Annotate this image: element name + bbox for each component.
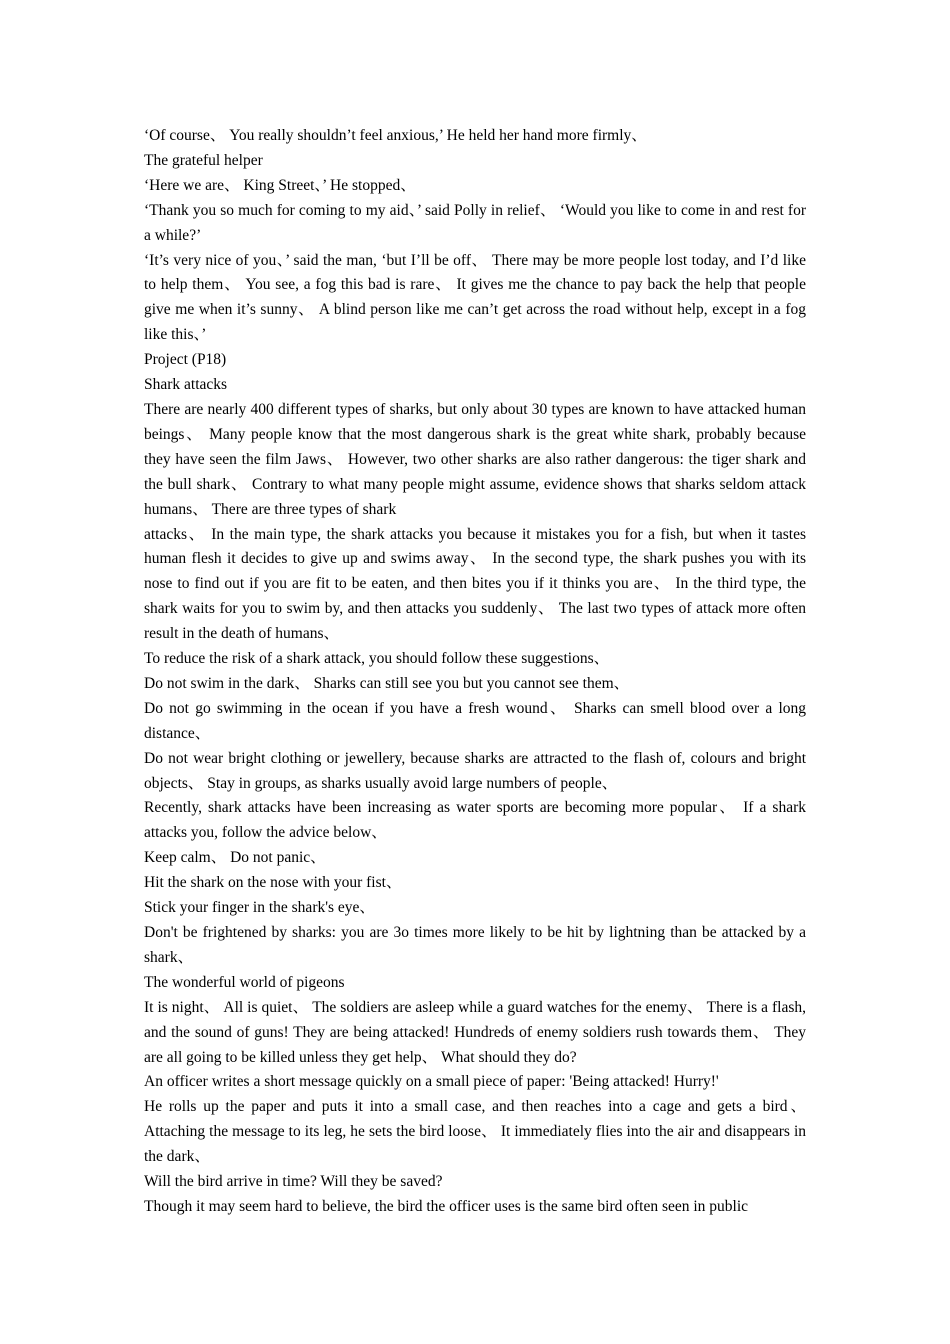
paragraph-recently: Recently, shark attacks have been increasing as water sports are becoming more popular、 If a shark attacks you, follow the advice below、 xyxy=(144,799,806,842)
list-item-clothing: Do not wear bright clothing or jewellery, because sharks are attracted to the flash of, colours and bright objects、 Stay in groups, as sharks usually avoid large numbers of people、 xyxy=(144,749,806,792)
paragraph-lightning: Don't be frightened by sharks: you are 3o times more likely to be hit by lightning than be attacked by a shark、 xyxy=(144,924,806,966)
list-item-wound: Do not go swimming in the ocean if you have a fresh wound、 Sharks can smell blood over a long distance、 xyxy=(144,699,806,742)
paragraph-shark-attack-types: attacks、 In the main type, the shark attacks you because it mistakes you for a fish, but when it tastes human flesh it decides to give up and swims away、 In the second type, the shark pushes you with its nose to find out if you are fit to be eaten, and then bites you if it thinks you are、 In the third type, the shark waits for you to swim by, and then attacks you suddenly、 The last two types of attack more often result in the death of humans、 xyxy=(144,525,806,643)
list-item-finger-eye: Stick your finger in the shark's eye、 xyxy=(144,899,375,917)
paragraph-officer-message: An officer writes a short message quickly on a small piece of paper: 'Being attacked! Hurry!' xyxy=(144,1073,719,1091)
paragraph-dialogue-blind-man: ‘It’s very nice of you、’ said the man, ‘but I’ll be off、 There may be more people lost today, and I’d like to help them、 You see, a fog this bad is rare、 It gives me the chance to pay back the help that people give me when it’s sunny、 A blind person like me can’t get across the road without help, except in a fog like this、’ xyxy=(144,251,806,344)
paragraph-dialogue-thank-you: ‘Thank you so much for coming to my aid、’ said Polly in relief、 ‘Would you like to come in and rest for a while?’ xyxy=(144,201,806,244)
paragraph-reduce-risk: To reduce the risk of a shark attack, you should follow these suggestions、 xyxy=(144,650,610,668)
list-item-dark: Do not swim in the dark、 Sharks can still see you but you cannot see them、 xyxy=(144,674,630,692)
paragraph-shark-types: There are nearly 400 different types of sharks, but only about 30 types are known to have attacked human beings、 Many people know that the most dangerous shark is the great white shark, probably because they have seen the film Jaws、 However, two other sharks are also rather dangerous: the tiger shark and the bull shark、 Contrary to what many people might assume, evidence shows that sharks seldom attack humans、 There are three types of shark xyxy=(144,400,806,518)
paragraph-night: It is night、 All is quiet、 The soldiers are asleep while a guard watches for the enemy、 There is a flash, and the sound of guns! They are being attacked! Hundreds of enemy soldiers rush towards them、 They are all going to be killed unless they get help、 What should they do? xyxy=(144,998,806,1066)
paragraph-arrive-in-time: Will the bird arrive in time? Will they be saved? xyxy=(144,1173,443,1191)
paragraph-dialogue-of-course: ‘Of course、 You really shouldn’t feel anxious,’ He held her hand more firmly、 xyxy=(144,127,647,144)
list-item-hit-nose: Hit the shark on the nose with your fist、 xyxy=(144,874,402,892)
list-item-keep-calm: Keep calm、 Do not panic、 xyxy=(144,849,326,867)
heading-shark-attacks: Shark attacks xyxy=(144,376,228,394)
document-text-body xyxy=(144,124,806,1220)
paragraph-dialogue-king-street: ‘Here we are、 King Street、’ He stopped、 xyxy=(144,176,416,194)
heading-pigeons: The wonderful world of pigeons xyxy=(144,973,345,991)
paragraph-rolls-paper: He rolls up the paper and puts it into a small case, and then reaches into a cage and gets a bird、 Attaching the message to its leg, he sets the bird loose、 It immediately flies into the air and disappears in the dark、 xyxy=(144,1098,806,1166)
paragraph-hard-to-believe: Though it may seem hard to believe, the bird the officer uses is the same bird often seen in public xyxy=(144,1197,749,1215)
heading-project: Project (P18) xyxy=(144,351,227,369)
heading-the-grateful-helper: The grateful helper xyxy=(144,151,263,169)
